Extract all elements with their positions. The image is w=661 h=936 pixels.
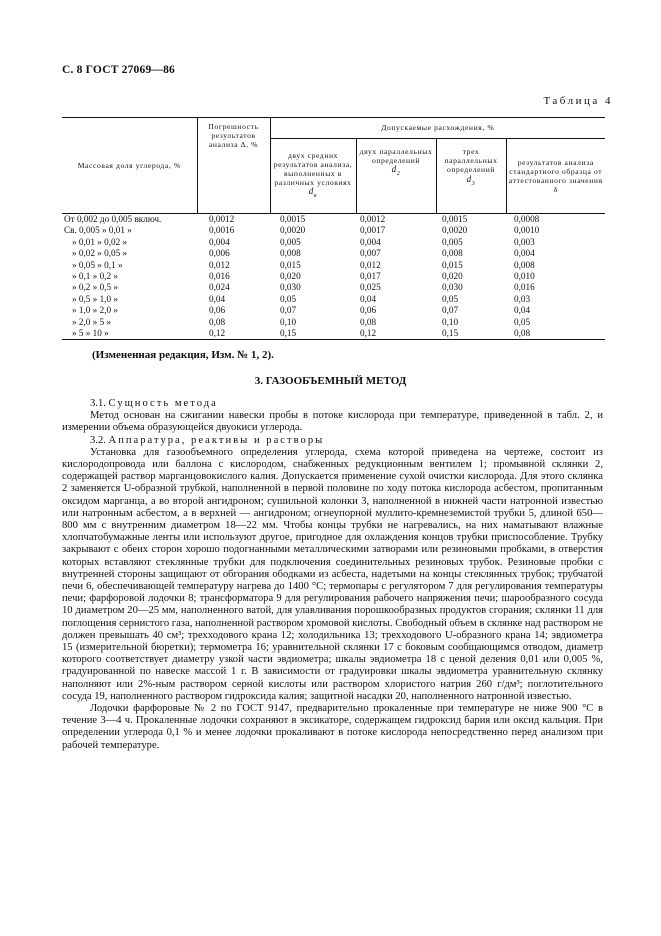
cell-d3: 0,030 bbox=[442, 282, 463, 293]
cell-range: » 2,0 » 5 » bbox=[72, 316, 112, 327]
amendment-note: (Измененная редакция, Изм. № 1, 2). bbox=[92, 349, 274, 361]
cell-error: 0,0016 bbox=[209, 225, 235, 236]
cell-dk: 0,0020 bbox=[280, 225, 306, 236]
clause-3-1-number: 3.1. bbox=[90, 398, 106, 409]
symbol-d3-sub: 3 bbox=[471, 180, 476, 187]
cell-range: » 0,05 » 0,1 » bbox=[72, 259, 123, 270]
cell-error: 0,08 bbox=[209, 316, 226, 327]
cell-error: 0,12 bbox=[197, 328, 270, 340]
table-row bbox=[62, 328, 605, 340]
cell-d3: 0,05 bbox=[442, 293, 459, 304]
clause-3-1-heading bbox=[62, 398, 603, 410]
table-row bbox=[62, 237, 605, 248]
cell-d3: 0,015 bbox=[442, 259, 463, 270]
cell-d3: 0,0015 bbox=[442, 214, 468, 224]
table-body bbox=[62, 214, 605, 340]
body-text bbox=[62, 398, 603, 752]
carbon-tolerance-table bbox=[62, 117, 605, 340]
cell-delta: 0,008 bbox=[514, 259, 535, 270]
cell-d2: 0,0017 bbox=[360, 225, 386, 236]
cell-error: 0,016 bbox=[209, 271, 230, 282]
symbol-d3: d bbox=[466, 173, 472, 184]
cell-dk: 0,0015 bbox=[280, 214, 306, 224]
cell-delta: 0,0008 bbox=[514, 214, 540, 224]
cell-delta: 0,016 bbox=[514, 282, 535, 293]
table-row bbox=[62, 214, 605, 226]
header-allowed-discrepancy: Допускаемые расхождения, % bbox=[270, 118, 605, 139]
cell-range: » 0,2 » 0,5 » bbox=[72, 282, 118, 293]
page-header: С. 8 ГОСТ 27069—86 bbox=[62, 64, 175, 76]
cell-delta: 0,08 bbox=[506, 328, 605, 340]
cell-delta: 0,03 bbox=[514, 293, 531, 304]
cell-dk: 0,008 bbox=[280, 248, 301, 259]
cell-delta: 0,05 bbox=[514, 316, 531, 327]
header-two-parallel-text: двух параллельных определений bbox=[359, 147, 433, 166]
cell-d2: 0,0012 bbox=[360, 214, 386, 224]
cell-d2: 0,012 bbox=[360, 259, 381, 270]
header-two-averages bbox=[270, 139, 356, 214]
table-header-row-1 bbox=[62, 118, 605, 139]
cell-range: » 0,5 » 1,0 » bbox=[72, 293, 118, 304]
header-three-parallel-text: трех параллельных определений bbox=[444, 147, 498, 175]
cell-dk: 0,015 bbox=[280, 259, 301, 270]
symbol-d2-sub: 2 bbox=[396, 171, 401, 178]
cell-error: 0,024 bbox=[209, 282, 230, 293]
table-row bbox=[62, 317, 605, 328]
cell-dk: 0,020 bbox=[280, 271, 301, 282]
table-row bbox=[62, 225, 605, 236]
cell-dk: 0,05 bbox=[280, 293, 297, 304]
cell-error: 0,004 bbox=[209, 236, 230, 247]
cell-delta: 0,003 bbox=[514, 236, 535, 247]
cell-d3: 0,07 bbox=[442, 305, 459, 316]
clause-3-1-text: Метод основан на сжигании навески пробы в потоке кислорода при температуре, приведенной в табл. 2, и измерении объема образующейся двуокиси углерода. bbox=[62, 410, 603, 434]
header-two-averages-text: двух средних результатов анализа, выполненных в различных условиях bbox=[273, 150, 353, 188]
clause-3-2-title: Аппаратура, реактивы и растворы bbox=[108, 434, 325, 446]
symbol-d2: d bbox=[391, 164, 397, 175]
cell-range: » 0,02 » 0,05 » bbox=[72, 248, 128, 259]
cell-error: 0,06 bbox=[209, 305, 226, 316]
cell-delta: 0,010 bbox=[514, 271, 535, 282]
cell-delta: 0,0010 bbox=[514, 225, 540, 236]
cell-d2: 0,004 bbox=[360, 236, 381, 247]
cell-error: 0,012 bbox=[209, 259, 230, 270]
cell-d3: 0,020 bbox=[442, 271, 463, 282]
cell-error: 0,04 bbox=[209, 293, 226, 304]
cell-d3: 0,10 bbox=[442, 316, 459, 327]
clause-3-1-title: Сущность метода bbox=[108, 398, 218, 409]
cell-d2: 0,06 bbox=[360, 305, 377, 316]
header-error: Погрешность результатов анализа Δ, % bbox=[197, 118, 270, 214]
table-row bbox=[62, 271, 605, 282]
header-certified-value: результатов анализа стандартного образца от аттестованного значения δ bbox=[506, 139, 605, 214]
table-row bbox=[62, 282, 605, 293]
table-label: Таблица 4 bbox=[543, 95, 613, 107]
table-row bbox=[62, 294, 605, 305]
symbol-dk: d bbox=[308, 186, 314, 197]
cell-dk: 0,15 bbox=[270, 328, 356, 340]
cell-range: » 0,1 » 0,2 » bbox=[72, 271, 118, 282]
cell-d3: 0,0020 bbox=[442, 225, 468, 236]
cell-dk: 0,07 bbox=[280, 305, 297, 316]
cell-d2: 0,025 bbox=[360, 282, 381, 293]
clause-3-2-number: 3.2. bbox=[90, 434, 106, 446]
cell-d3: 0,008 bbox=[442, 248, 463, 259]
cell-d3: 0,005 bbox=[442, 236, 463, 247]
cell-dk: 0,10 bbox=[280, 316, 297, 327]
header-mass-fraction: Массовая доля углерода, % bbox=[62, 118, 197, 214]
table-row bbox=[62, 305, 605, 316]
section-title: 3. ГАЗООБЪЕМНЫЙ МЕТОД bbox=[254, 375, 407, 387]
cell-range: » 1,0 » 2,0 » bbox=[72, 305, 118, 316]
cell-range: Св. 0,005 » 0,01 » bbox=[64, 225, 132, 236]
symbol-dk-sub: к bbox=[313, 193, 318, 200]
cell-error: 0,0012 bbox=[209, 214, 235, 224]
cell-dk: 0,030 bbox=[280, 282, 301, 293]
cell-error: 0,006 bbox=[209, 248, 230, 259]
cell-range: » 0,01 » 0,02 » bbox=[72, 236, 128, 247]
cell-d3: 0,15 bbox=[436, 328, 506, 340]
clause-3-2-text: Установка для газообъемного определения углерода, схема которой приведена на чертеже, состоит из кислородопровода или баллона с кислородом, снабженных редукционным вентилем 1; промывной склянки 2, содержащей раствор марганцовокислого калия. Допускается применение сухой очистки кислорода. Для этого склянка 2 заменяется U-образной трубкой, наполненной в первой половине по ходу потока кислорода асбестом, пропитанным оксидом марганца, а во второй ангидроном; сушильной колонки 3, наполненной в нижней части натронной известью или натронным асбестом, а в верхней — ангидроном; огнеупорной муллито-кремнеземистой трубки 5, длиной 650—800 мм с внутренним диаметром 18—22 мм. Чтобы концы трубки не нагревались, на них наматывают влажные хлопчатобумажные ленты или используют другое, пригодное для охлаждения концов трубки приспособление. Трубку закрывают с обеих сторон хорошо подогнанными металлическими затворами или резиновыми пробками, в отверстия которых вставляют стеклянные трубки для подключения соединительных резиновых трубок. Резиновые пробки с внутренней стороны защищают от обгорания ободками из асбеста, надетыми на концы стеклянных трубок; трубчатой печи 6, обеспечивающей температуру нагрева до 1400 °С; термопары с регулятором 7 для регулирования температуры печи; фарфоровой лодочки 8; трансформатора 9 для регулирования рабочего напряжения печи; шарообразного сосуда 10 диаметром 20—25 мм, наполненного ватой, для улавливания порошкообразных продуктов сгорания; склянки 11 для поглощения сернистого газа, наполненной раствором хромовой кислоты. Свободный объем в склянке над раствором не должен превышать 40 см³; трехходового крана 12; холодильника 13; трехходового U-образного крана 14; эвдиометра 15 (измерительной бюретки); термометра 16; уравнительной склянки 17 с боковым сообщающимся отводом, диаметр которого соответствует диаметру узкой части эвдиометра; шкалы эвдиометра 18 с ценой деления 0,01 или 0,005 %, градуированной по навеске массой 1 г. В зависимости от градуировки шкалы эвдиометра уравнительную склянку наполняют или 2%-ным раствором серной кислоты или раствором хлористого натрия 260 г/дм³; поглотительного сосуда 19, наполненного раствором гидроксида калия; защитной насадки 20, наполненного натронной известью. bbox=[62, 446, 603, 702]
boats-paragraph: Лодочки фарфоровые № 2 по ГОСТ 9147, предварительно прокаленные при температуре не ниже 900 °С в течение 3—4 ч. Прокаленные лодочки сохраняют в эксикаторе, содержащем гидроксид бария или оксид кальция. При определении углерода 0,1 % и менее лодочки прокаливают в потоке кислорода непосредственно перед анализом при рабочей температуре. bbox=[62, 703, 603, 751]
cell-delta: 0,004 bbox=[514, 248, 535, 259]
cell-d2: 0,04 bbox=[360, 293, 377, 304]
cell-d2: 0,007 bbox=[360, 248, 381, 259]
cell-dk: 0,005 bbox=[280, 236, 301, 247]
cell-range: » 5 » 10 » bbox=[62, 328, 197, 340]
table-row bbox=[62, 260, 605, 271]
table-row bbox=[62, 248, 605, 259]
header-two-parallel bbox=[356, 139, 436, 214]
clause-3-2-heading bbox=[62, 435, 603, 447]
header-three-parallel bbox=[436, 139, 506, 214]
cell-delta: 0,04 bbox=[514, 305, 531, 316]
cell-d2: 0,12 bbox=[356, 328, 436, 340]
cell-d2: 0,08 bbox=[360, 316, 377, 327]
cell-d2: 0,017 bbox=[360, 271, 381, 282]
cell-range: От 0,002 до 0,005 включ. bbox=[64, 214, 162, 224]
